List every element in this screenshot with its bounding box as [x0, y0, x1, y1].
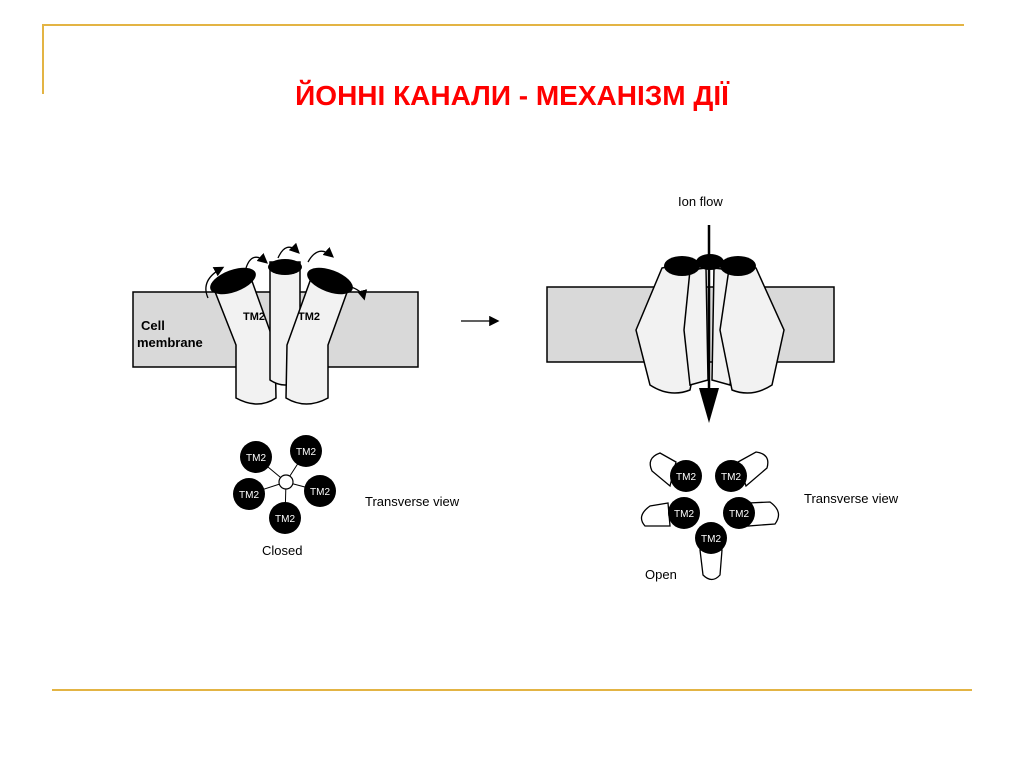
open-helix-right	[720, 262, 784, 393]
open-transverse-view	[641, 452, 898, 582]
helix-circle-label: TM2	[310, 487, 330, 498]
cap-center	[268, 259, 302, 275]
open-helix-circle-labels	[674, 472, 749, 545]
membrane-label: Cell	[141, 318, 165, 333]
helix-circle-label: TM2	[239, 490, 259, 501]
closed-transverse-label: Transverse view	[365, 494, 460, 509]
open-cap	[664, 256, 700, 276]
open-state-label: Open	[645, 567, 677, 582]
helix-circle-label: TM2	[676, 472, 696, 483]
slide-title: ЙОННІ КАНАЛИ - МЕХАНІЗМ ДІЇ	[295, 80, 729, 111]
closed-state-label: Closed	[262, 543, 303, 558]
rotation-arrow-2	[246, 257, 266, 268]
rotation-arrow-3	[278, 247, 298, 258]
open-cap	[720, 256, 756, 276]
helix-circle-label: TM2	[729, 509, 749, 520]
helix-circle-label: TM2	[701, 534, 721, 545]
helix-circle-label: TM2	[275, 514, 295, 525]
ion-flow-label: Ion flow	[678, 194, 723, 209]
helix-tail	[641, 503, 670, 526]
helix-tail	[700, 550, 722, 580]
helix-label: TM2	[298, 311, 320, 323]
open-helix-tails	[641, 452, 778, 580]
closed-transverse-view	[233, 435, 460, 558]
rotation-arrow-4	[308, 251, 332, 262]
open-transverse-label: Transverse view	[804, 491, 899, 506]
membrane-label-line2: membrane	[137, 335, 203, 350]
helix-circle-label: TM2	[721, 472, 741, 483]
helix-circle-label: TM2	[296, 447, 316, 458]
closed-channel	[133, 247, 460, 558]
pore-center	[279, 475, 293, 489]
helix-label: TM2	[243, 311, 265, 323]
open-channel	[547, 194, 899, 582]
helix-circle-label: TM2	[674, 509, 694, 520]
helix-circle-label: TM2	[246, 453, 266, 464]
